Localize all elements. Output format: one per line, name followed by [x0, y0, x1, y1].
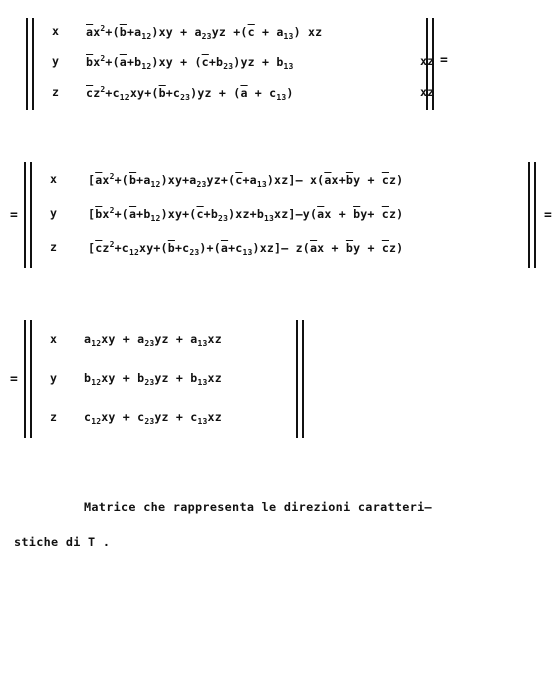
row-expr: $b_{12}xy + b_{23}yz + b_{13}xz$	[84, 371, 222, 387]
caption-line-1: Matrice che rappresenta le direzioni caratteri–	[84, 500, 432, 514]
row-var: z	[50, 410, 58, 424]
equals-sign: =	[440, 53, 448, 68]
matrix-3-left-bar	[24, 320, 32, 438]
equals-sign: =	[544, 208, 552, 223]
matrix-3	[10, 320, 310, 438]
row-expr: $\overline{c}z^2+c_{12}xy+(\overline{b}+c_{23})yz + (\overline{a} + c_{13})$	[86, 85, 294, 102]
row-expr: $\overline{b}x^2+(\overline{a}+b_{12})xy + (\overline{c}+b_{23})yz + b_{13}$	[86, 54, 294, 71]
row-var: x	[50, 332, 58, 346]
row-var: x	[50, 172, 58, 186]
row-expr: $c_{12}xy + c_{23}yz + c_{13}xz$	[84, 410, 222, 426]
row-expr: $\overline{a}x^2+(\overline{b}+a_{12})xy + a_{23}yz +(\overline{c} + a_{13})$ xz	[86, 24, 323, 41]
row-expr: $[\overline{a}x^2+(\overline{b}+a_{12})xy+a_{23}yz+(\overline{c}+a_{13})xz]-$ $x(\overline{a}x+\overline{b}y + \overline{c}z)$	[88, 172, 404, 189]
matrix-2	[10, 162, 556, 268]
matrix-2-left-bar	[24, 162, 32, 268]
row-expr: $[\overline{c}z^2+c_{12}xy+(\overline{b}+c_{23})+(\overline{a}+c_{13})xz]-$ $z(\overline{a}x + \overline{b}y + \overline{c}z)$	[88, 240, 404, 257]
caption-line-2: stiche di T .	[14, 535, 111, 549]
matrix-1	[26, 18, 466, 110]
row-var: x	[52, 24, 60, 38]
row-var: y	[50, 371, 58, 385]
matrix-2-right-bar	[528, 162, 536, 268]
row-expr: $a_{12}xy + a_{23}yz + a_{13}xz$	[84, 332, 222, 348]
row-last-term: xz	[420, 54, 435, 68]
row-expr: $[\overline{b}x^2+(\overline{a}+b_{12})xy+(\overline{c}+b_{23})xz+b_{13}xz]-y(\overline{a}x + \overline{b}y+ \overline{c}z)$	[88, 206, 404, 223]
row-var: z	[52, 85, 60, 99]
matrix-1-left-bar	[26, 18, 34, 110]
row-last-term: xz	[420, 85, 435, 99]
equals-sign: =	[10, 372, 18, 387]
matrix-3-right-bar	[296, 320, 304, 438]
row-var: z	[50, 240, 58, 254]
row-var: y	[52, 54, 60, 68]
equals-sign: =	[10, 208, 18, 223]
matrix-1-right-bar	[426, 18, 434, 110]
row-var: y	[50, 206, 58, 220]
